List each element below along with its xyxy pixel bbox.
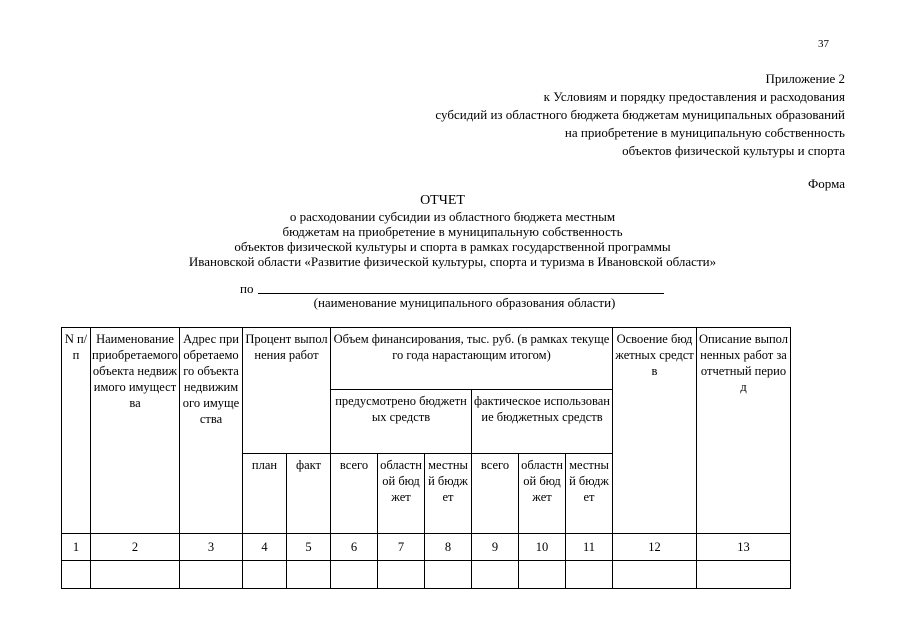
appendix-line: к Условиям и порядку предоставления и расходования <box>543 89 845 104</box>
column-number: 7 <box>378 534 425 561</box>
page-number: 37 <box>818 38 829 50</box>
header-description: Описание выполненных работ за отчетный период <box>697 328 791 534</box>
form-label: Форма <box>808 176 845 191</box>
header-funding: Объем финансирования, тыс. руб. (в рамках текущего года нарастающим итогом) <box>331 328 613 390</box>
report-title: ОТЧЕТ <box>420 193 465 208</box>
column-number: 9 <box>472 534 519 561</box>
empty-cell[interactable] <box>472 561 519 589</box>
header-fact: факт <box>287 454 331 534</box>
header-planned: предусмотрено бюджетных средств <box>331 390 472 454</box>
empty-cell[interactable] <box>91 561 180 589</box>
column-number-row <box>62 534 791 561</box>
header-local-actual: местный бюджет <box>566 454 613 534</box>
column-number: 5 <box>287 534 331 561</box>
column-number: 8 <box>425 534 472 561</box>
header-local-planned: местный бюджет <box>425 454 472 534</box>
empty-cell[interactable] <box>180 561 243 589</box>
empty-cell[interactable] <box>697 561 791 589</box>
empty-cell[interactable] <box>287 561 331 589</box>
municipality-caption: (наименование муниципального образования области) <box>313 295 616 310</box>
header-total-planned: всего <box>331 454 378 534</box>
column-number: 2 <box>91 534 180 561</box>
report-subtitle-line: Ивановской области «Развитие физической культуры, спорта и туризма в Ивановской области» <box>188 254 717 269</box>
municipality-fill-line[interactable] <box>258 293 664 294</box>
column-number: 6 <box>331 534 378 561</box>
appendix-line: объектов физической культуры и спорта <box>622 143 845 158</box>
header-regional-actual: областной бюджет <box>519 454 566 534</box>
header-actual: фактическое использование бюджетных средств <box>472 390 613 454</box>
empty-cell[interactable] <box>566 561 613 589</box>
empty-cell[interactable] <box>519 561 566 589</box>
appendix-line: субсидий из областного бюджета бюджетам муниципальных образований <box>435 107 845 122</box>
column-number: 11 <box>566 534 613 561</box>
empty-cell[interactable] <box>331 561 378 589</box>
column-number: 13 <box>697 534 791 561</box>
empty-cell[interactable] <box>62 561 91 589</box>
empty-cell[interactable] <box>378 561 425 589</box>
appendix-header <box>435 70 845 160</box>
empty-cell[interactable] <box>243 561 287 589</box>
po-label: по <box>240 281 254 296</box>
header-n: N п/п <box>62 328 91 534</box>
header-mastering: Освоение бюджетных средств <box>613 328 697 534</box>
header-percent: Процент выполнения работ <box>243 328 331 454</box>
report-subtitle <box>0 209 905 269</box>
column-number: 10 <box>519 534 566 561</box>
header-regional-planned: областной бюджет <box>378 454 425 534</box>
empty-cell[interactable] <box>425 561 472 589</box>
empty-cell[interactable] <box>613 561 697 589</box>
table-row <box>62 561 791 589</box>
header-total-actual: всего <box>472 454 519 534</box>
column-number: 4 <box>243 534 287 561</box>
header-address: Адрес приобретаемого объекта недвижимого имущества <box>180 328 243 534</box>
column-number: 3 <box>180 534 243 561</box>
appendix-line: Приложение 2 <box>765 71 845 86</box>
header-name: Наименование приобретаемого объекта недвижимого имущества <box>91 328 180 534</box>
report-subtitle-line: о расходовании субсидии из областного бюджета местным <box>289 209 616 224</box>
header-plan: план <box>243 454 287 534</box>
report-subtitle-line: бюджетам на приобретение в муниципальную собственность <box>282 224 623 239</box>
appendix-line: на приобретение в муниципальную собственность <box>564 125 845 140</box>
report-subtitle-line: объектов физической культуры и спорта в рамках государственной программы <box>234 239 671 254</box>
report-table <box>61 327 791 589</box>
column-number: 1 <box>62 534 91 561</box>
column-number: 12 <box>613 534 697 561</box>
